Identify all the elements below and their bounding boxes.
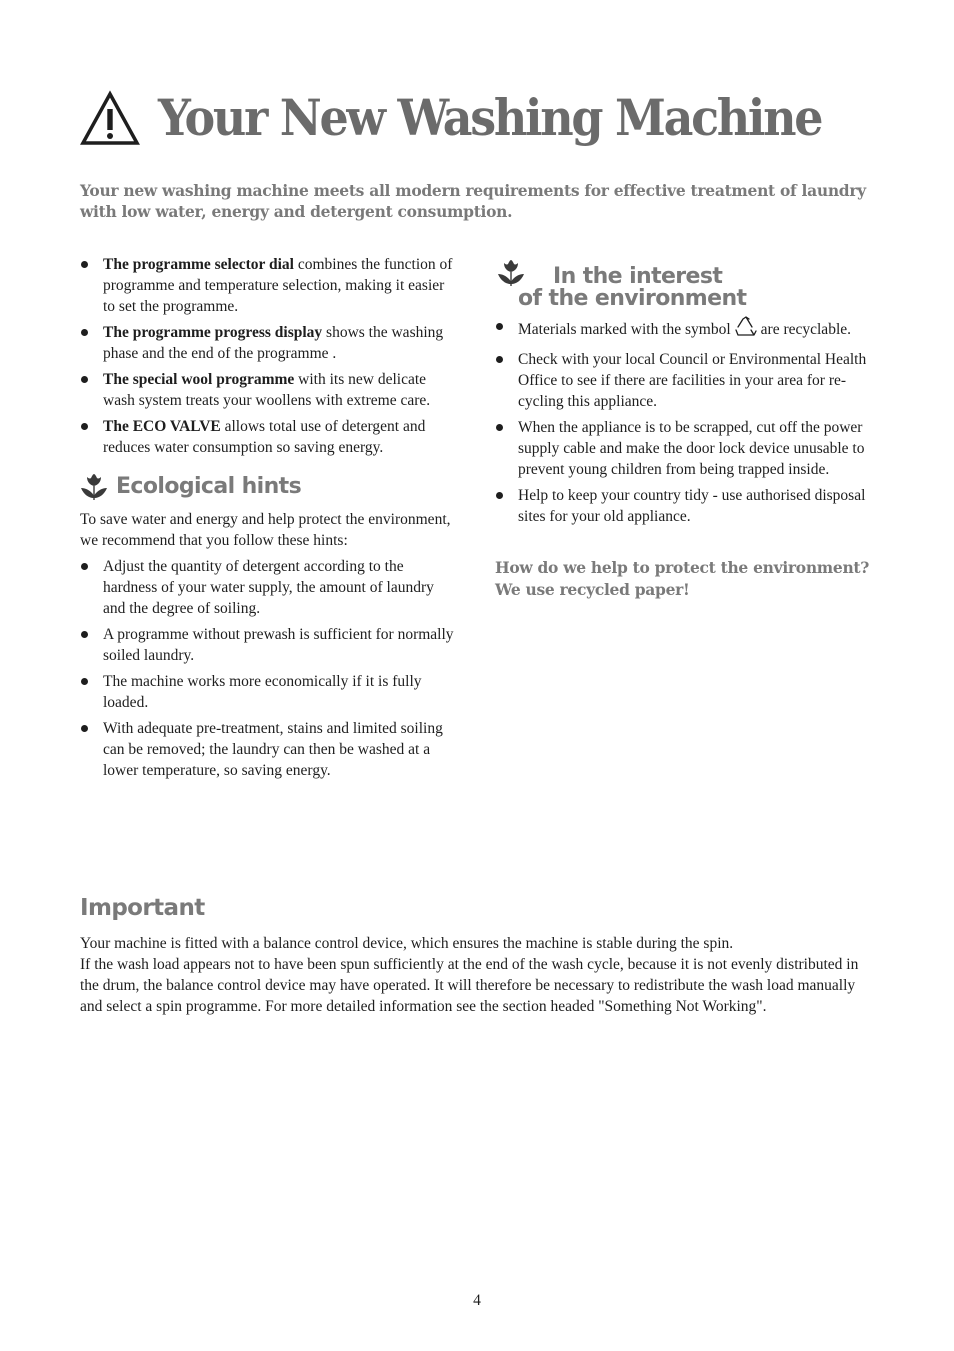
bullet (496, 492, 503, 499)
eco-hint: Adjust the quantity of detergent according to the hardness of your water supply, the amount of laundry and the degree of soiling. (103, 558, 434, 617)
feature-text: allows total use of detergent and reduces water consumption so saving energy. (103, 418, 426, 456)
environment-item: Check with your local Council or Environmental Health Office to see if there are facilities in your area for re-cycling this appliance. (518, 351, 867, 410)
environment-heading (495, 258, 880, 310)
list-item (80, 718, 460, 781)
recycle-text-before: Materials marked with the symbol (518, 321, 731, 338)
feature-name: The programme progress display (103, 324, 323, 341)
list-item (495, 316, 880, 344)
eco-intro: To save water and energy and help protect the environment, we recommend that you follow these hints: (80, 511, 451, 549)
list-item (495, 485, 880, 527)
feature-name: The special wool programme (103, 371, 295, 388)
eco-list (80, 556, 460, 781)
list-item (80, 369, 460, 411)
bullet (81, 678, 88, 685)
environment-heading-line2: of the environment (518, 286, 747, 311)
warning-triangle-icon (80, 90, 140, 146)
page-number: 4 (473, 1292, 481, 1309)
bullet (81, 631, 88, 638)
feature-name: The ECO VALVE (103, 418, 221, 435)
environment-item: Help to keep your country tidy - use authorised disposal sites for your old appliance. (518, 487, 866, 525)
feature-text: shows the washing phase and the end of the programme . (103, 324, 444, 362)
eco-hint: A programme without prewash is sufficient for normally soiled laundry. (103, 626, 454, 664)
important-paragraph-2: If the wash load appears not to have been spun sufficiently at the end of the wash cycle, because it is not evenly distributed in the drum, the balance control device may have operated. It will therefore be necessary to redistribute the wash load manually and select a spin programme. For more detailed information see the section headed "Something Not Working". (80, 956, 859, 1015)
page-title: Your New Washing Machine (158, 88, 822, 147)
closing-note (495, 557, 880, 601)
title-row (80, 90, 879, 146)
list-item (80, 254, 460, 317)
left-column (80, 254, 460, 786)
list-item (80, 322, 460, 364)
closing-line-2: We use recycled paper! (495, 580, 690, 599)
bullet (81, 563, 88, 570)
list-item (80, 624, 460, 666)
feature-name: The programme selector dial (103, 256, 294, 273)
bullet (81, 725, 88, 732)
list-item (495, 417, 880, 480)
flower-icon (497, 260, 525, 286)
bullet (81, 261, 88, 268)
feature-text: with its new delicate wash system treats your woollens with extreme care. (103, 371, 431, 409)
eco-heading-text: Ecological hints (116, 474, 302, 499)
bullet (496, 356, 503, 363)
environment-list (495, 316, 880, 527)
eco-hint: With adequate pre-treatment, stains and limited soiling can be removed; the laundry can then be washed at a lower temperature, so saving energy. (103, 720, 443, 779)
bullet (81, 423, 88, 430)
bullet (81, 329, 88, 336)
environment-item: When the appliance is to be scrapped, cut off the power supply cable and make the door lock device unusable to prevent young children from being trapped inside. (518, 419, 865, 478)
recycle-text-after: are recyclable. (760, 321, 851, 338)
list-item (80, 416, 460, 458)
eco-heading (80, 474, 460, 500)
closing-line-1: How do we help to protect the environment? (495, 558, 870, 577)
important-section (80, 895, 880, 1017)
important-paragraph-1: Your machine is fitted with a balance control device, which ensures the machine is stable during the spin. (80, 935, 734, 952)
features-list (80, 254, 460, 458)
bullet (81, 376, 88, 383)
flower-icon (80, 474, 108, 500)
list-item (495, 349, 880, 412)
right-column (495, 258, 880, 601)
list-item (80, 556, 460, 619)
intro-text: Your new washing machine meets all modern requirements for effective treatment of laundry with low water, energy and detergent consumption. (80, 181, 866, 221)
bullet (496, 424, 503, 431)
important-heading: Important (80, 895, 205, 921)
environment-heading-line1: In the interest (553, 264, 723, 289)
recycle-icon (734, 316, 758, 344)
list-item (80, 671, 460, 713)
feature-text: combines the function of programme and temperature selection, making it easier to set the programme. (103, 256, 453, 315)
eco-hint: The machine works more economically if it is fully loaded. (103, 673, 422, 711)
bullet (496, 323, 503, 330)
